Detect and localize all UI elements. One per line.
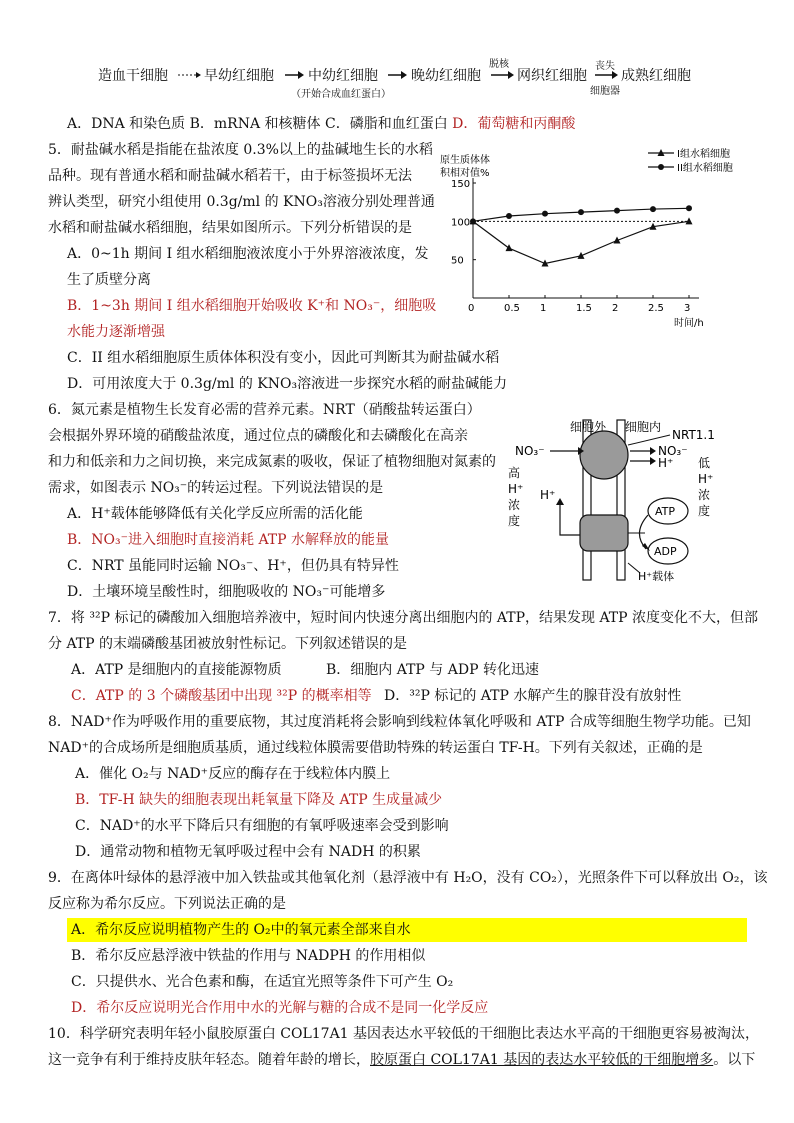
q9-option-d[interactable]: D．希尔反应说明光合作用中水的光解与糖的合成不是同一化学反应 (71, 1000, 489, 1016)
flow-node-6: 成熟红细胞 (621, 68, 691, 84)
label-low-c2: 度 (698, 504, 711, 518)
series-2-point (686, 205, 692, 211)
q4-option-a[interactable]: A．DNA 和染色质 (67, 116, 186, 132)
q4-option-d[interactable]: D．葡萄糖和丙酮酸 (452, 116, 576, 132)
q5-stem-line: 水稻和耐盐碱水稻细胞，结果如图所示。下列分析错误的是 (48, 220, 412, 236)
q10-text-a: 这一竞争有利于维持皮肤年轻态。随着年龄的增长， (48, 1052, 370, 1068)
series-2-point (506, 213, 512, 219)
q8-stem-line: 8．NAD⁺作为呼吸作用的重要底物，其过度消耗将会影响到线粒体氧化呼吸和 ATP 合成等细胞生物学功能。已知 (48, 714, 751, 730)
series-2-point (650, 206, 656, 212)
q5-option-a-cont: 生了质壁分离 (67, 272, 151, 288)
label-low: 低 (698, 456, 711, 470)
chart-ylabel-2: 积相对值% (440, 168, 490, 179)
q6-stem-line: 会根据外界环境的硝酸盐浓度，通过位点的磷酸化和去磷酸化在高亲 (48, 428, 468, 444)
q5-stem-line: 辨认类型，研究小组使用 0.3g/ml 的 KNO₃溶液分别处理普通 (48, 194, 435, 210)
label-high-h: H⁺ (508, 482, 524, 496)
y-tick-label: 150 (451, 179, 471, 190)
series-2-point (578, 209, 584, 215)
q5-option-a[interactable]: A．0~1h 期间 I 组水稻细胞液浓度小于外界溶液浓度，发 (67, 246, 429, 262)
q4-options (67, 111, 575, 137)
nrt-transport-diagram (500, 415, 770, 585)
x-tick-label: 2.5 (648, 303, 664, 314)
x-tick-label: 1 (540, 303, 547, 314)
q5-option-d[interactable]: D．可用浓度大于 0.3g/ml 的 KNO₃溶液进一步探究水稻的耐盐碱能力 (67, 376, 508, 392)
q8-option-b[interactable]: B．TF-H 缺失的细胞表现出耗氧量下降及 ATP 生成量减少 (75, 792, 443, 808)
chart-ylabel-1: 原生质体体 (440, 155, 490, 166)
x-axis-label: 时间/h (674, 318, 704, 328)
label-nrt: NRT1.1 (672, 428, 715, 442)
label-h-inside: H⁺ (658, 456, 674, 470)
arrow-icon (650, 457, 656, 465)
q10-stem-line-2 (48, 1047, 755, 1073)
q5-option-c[interactable]: C．II 组水稻细胞原生质体体积没有变小，因此可判断其为耐盐碱水稻 (67, 350, 500, 366)
q5-option-b[interactable]: B．1~3h 期间 I 组水稻细胞开始吸收 K⁺和 NO₃⁻，细胞吸 (67, 298, 437, 314)
label-high-c2: 度 (508, 514, 521, 528)
q5-stem-line: 5．耐盐碱水稻是指能在盐浓度 0.3%以上的盐碱地生长的水稻 (48, 142, 433, 158)
legend-marker (658, 164, 664, 170)
q6-option-d[interactable]: D．土壤环境呈酸性时，细胞吸收的 NO₃⁻可能增多 (67, 584, 386, 600)
flow-node-2: 早幼红细胞 (204, 68, 274, 84)
label-carrier: H⁺载体 (638, 570, 675, 583)
q4-option-c[interactable]: C．磷脂和血红蛋白 (324, 116, 448, 132)
q5-stem-line: 品种。现有普通水稻和耐盐碱水稻若干，由于标签损坏无法 (48, 168, 412, 184)
q9-option-a: A．希尔反应说明植物产生的 O₂中的氧元素全部来自水 (71, 922, 411, 938)
flow-denuc-label: 脱核 (489, 59, 509, 70)
atp-adp-arrow (639, 515, 648, 549)
flow-node-5: 网织红细胞 (517, 68, 587, 84)
q6-option-b[interactable]: B．NO₃⁻进入细胞时直接消耗 ATP 水解释放的能量 (67, 532, 390, 548)
q10-text-c: 。以下 (713, 1052, 756, 1068)
legend-label: I组水稻细胞 (677, 149, 730, 160)
q9-option-b[interactable]: B．希尔反应悬浮液中铁盐的作用与 NADPH 的作用相似 (71, 948, 426, 964)
q7-option-b[interactable]: B．细胞内 ATP 与 ADP 转化迅速 (326, 662, 539, 678)
flow-node-1: 造血干细胞 (98, 68, 168, 84)
flow-step-note: （开始合成血红蛋白） (291, 89, 391, 100)
series-2-point (542, 211, 548, 217)
q9-option-a-highlight[interactable] (67, 918, 747, 942)
label-low-c1: 浓 (698, 488, 711, 502)
arrow-icon (593, 69, 619, 81)
cell-differentiation-flow (0, 55, 794, 105)
arrow-up-icon (556, 498, 564, 505)
q7-option-a[interactable]: A．ATP 是细胞内的直接能源物质 (71, 662, 282, 678)
flow-loss-label: 丧失 (595, 61, 615, 72)
label-h-mid: H⁺ (540, 488, 556, 502)
chart-plot-area (470, 205, 693, 266)
series-1-point (506, 244, 513, 251)
label-adp: ADP (654, 545, 677, 558)
arrow-icon (489, 69, 515, 81)
arrow-icon (650, 447, 656, 455)
label-no3-outside: NO₃⁻ (515, 444, 545, 458)
series-2-point (614, 208, 620, 214)
q7-stem-line: 分 ATP 的末端磷酸基团被放射性标记。下列叙述错误的是 (48, 636, 408, 652)
label-low-h: H⁺ (698, 472, 714, 486)
label-atp: ATP (655, 505, 676, 518)
q8-option-c[interactable]: C．NAD⁺的水平下降后只有细胞的有氧呼吸速率会受到影响 (75, 818, 449, 834)
x-tick-label: 3 (684, 303, 691, 314)
q7-option-c[interactable]: C．ATP 的 3 个磷酸基团中出现 ³²P 的概率相等 (71, 688, 372, 704)
q6-stem-line: 需求，如图表示 NO₃⁻的转运过程。下列说法错误的是 (48, 480, 384, 496)
q8-option-d[interactable]: D．通常动物和植物无氧呼吸过程中会有 NADH 的积累 (75, 844, 421, 860)
h-carrier (580, 515, 628, 551)
q9-option-c[interactable]: C．只提供水、光合色素和酶，在适宜光照等条件下可产生 O₂ (71, 974, 454, 990)
q6-option-a[interactable]: A．H⁺载体能够降低有关化学反应所需的活化能 (67, 506, 363, 522)
x-tick-label: 0 (468, 303, 475, 314)
x-tick-label: 0.5 (504, 303, 520, 314)
q5-line-chart (430, 143, 750, 328)
q7-stem-line: 7．将 ³²P 标记的磷酸加入细胞培养液中，短时间内快速分离出细胞内的 ATP，结果发现 ATP 浓度变化不大，但部 (48, 610, 759, 626)
q9-stem-line: 反应称为希尔反应。下列说法正确的是 (48, 896, 286, 912)
label-no3-inside: NO₃⁻ (658, 444, 688, 458)
x-tick-label: 2 (612, 303, 619, 314)
dashed-arrow-icon (176, 69, 202, 81)
flow-node-4: 晚幼红细胞 (411, 68, 481, 84)
series-2-point (470, 218, 476, 224)
chart-legend (648, 147, 733, 174)
chart-axes (451, 178, 704, 328)
label-inside: 细胞内 (625, 420, 662, 434)
y-tick-label: 50 (451, 255, 464, 267)
q5-option-b-cont: 水能力逐渐增强 (67, 324, 165, 340)
q8-option-a[interactable]: A．催化 O₂与 NAD⁺反应的酶存在于线粒体内膜上 (75, 766, 391, 782)
q6-stem-line: 6．氮元素是植物生长发育必需的营养元素。NRT（硝酸盐转运蛋白） (48, 402, 481, 418)
q6-stem-line: 和力和低亲和力之间切换，来完成氮素的吸收，保证了植物细胞对氮素的 (48, 454, 496, 470)
flow-node-3: 中幼红细胞 (308, 68, 378, 84)
arrow-icon (386, 69, 408, 81)
q10-stem-line: 10．科学研究表明年轻小鼠胶原蛋白 COL17A1 基因表达水平较低的干细胞比表达水平高的干细胞更容易被淘汰， (48, 1026, 760, 1042)
q8-stem-line: NAD⁺的合成场所是细胞质基质，通过线粒体膜需要借助特殊的转运蛋白 TF-H。下列有关叙述，正确的是 (48, 740, 703, 756)
legend-label: II组水稻细胞 (677, 163, 733, 174)
q9-stem-line: 9．在离体叶绿体的悬浮液中加入铁盐或其他氧化剂（悬浮液中有 H₂O，没有 CO₂），光照条件下可以释放出 O₂，该 (48, 870, 768, 886)
arrow-icon (283, 69, 305, 81)
label-high-c1: 浓 (508, 498, 521, 512)
x-tick-label: 1.5 (576, 303, 592, 314)
y-tick-label: 100 (451, 217, 471, 229)
label-outside: 细胞外 (570, 420, 607, 434)
label-high: 高 (508, 466, 521, 480)
nrt-transporter (580, 431, 628, 479)
q7-option-d[interactable]: D．³²P 标记的 ATP 水解产生的腺苷没有放射性 (384, 688, 682, 704)
flow-organelle-label: 细胞器 (590, 86, 620, 97)
q4-option-b[interactable]: B．mRNA 和核糖体 (189, 116, 321, 132)
q6-option-c[interactable]: C．NRT 虽能同时运输 NO₃⁻、H⁺，但仍具有特异性 (67, 558, 399, 574)
q10-underlined: 胶原蛋白 COL17A1 基因的表达水平较低的干细胞增多 (370, 1052, 714, 1068)
